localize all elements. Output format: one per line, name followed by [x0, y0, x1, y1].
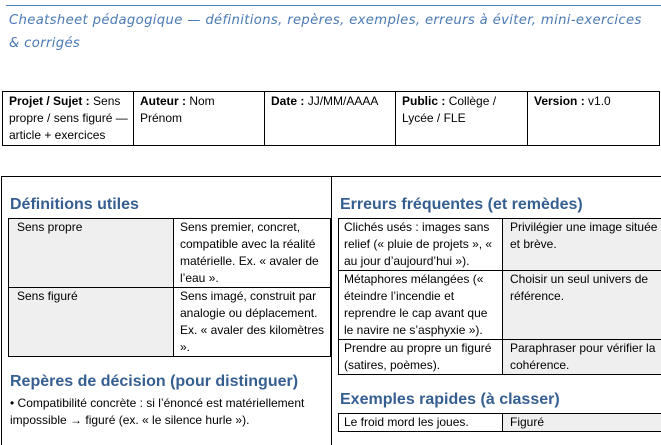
- term-cell: Sens figuré: [9, 288, 174, 357]
- meta-value: Sens propre / sens figuré — article + exercices: [9, 94, 128, 142]
- table-row: [339, 414, 661, 432]
- meta-label: Auteur :: [140, 94, 186, 108]
- erreurs-table: [338, 218, 661, 375]
- left-column: [2, 177, 332, 445]
- title-rule: [6, 5, 661, 6]
- erreurs-heading: Erreurs fréquentes (et remèdes): [340, 196, 583, 213]
- meta-cell-date: [265, 92, 396, 146]
- meta-label: Date :: [271, 94, 305, 108]
- meta-label: Projet / Sujet :: [9, 94, 90, 108]
- meta-value: v1.0: [588, 94, 611, 108]
- meta-cell-author: [134, 92, 265, 146]
- repere-bullet: • Compatibilité concrète : si l’énoncé est matériellement impossible → figuré (ex. « le silence hurle »).: [10, 396, 305, 427]
- term-cell: Sens propre: [9, 219, 174, 288]
- error-cell: Métaphores mélangées (« éteindre l’incendie et reprendre le cap avant que le navire ne s’asphyxie »).: [339, 271, 503, 340]
- meta-label: Public :: [402, 94, 446, 108]
- meta-label: Version :: [534, 94, 585, 108]
- exemples-heading: Exemples rapides (à classer): [340, 391, 560, 408]
- table-row: [9, 288, 331, 357]
- right-column: [332, 177, 661, 445]
- exemples-table: [338, 413, 661, 432]
- reperes-heading: Repères de décision (pour distinguer): [10, 373, 299, 390]
- meta-value: Nom Prénom: [140, 94, 215, 125]
- answer-cell: Figuré: [503, 414, 661, 432]
- two-column-layout: [1, 176, 661, 445]
- document-title: Cheatsheet pédagogique — définitions, repères, exemples, erreurs à éviter, mini-exercices & corrigés: [9, 13, 642, 51]
- definitions-table: [8, 218, 331, 357]
- table-row: [9, 219, 331, 288]
- example-cell: Le froid mord les joues.: [339, 414, 503, 432]
- table-row: [339, 219, 661, 271]
- remedy-cell: Paraphraser pour vérifier la cohérence.: [503, 340, 661, 375]
- table-row: [339, 271, 661, 340]
- meta-cell-public: [396, 92, 528, 146]
- definition-cell: Sens premier, concret, compatible avec la réalité matérielle. Ex. « avaler de l’eau ».: [174, 219, 331, 288]
- meta-cell-project: [3, 92, 134, 146]
- error-cell: Clichés usés : images sans relief (« pluie de projets », « au jour d’aujourd’hui »).: [339, 219, 503, 271]
- definition-cell: Sens imagé, construit par analogie ou déplacement. Ex. « avaler des kilomètres ».: [174, 288, 331, 357]
- meta-value: JJ/MM/AAAA: [307, 94, 379, 108]
- table-row: [339, 340, 661, 375]
- remedy-cell: Privilégier une image située et brève.: [503, 219, 661, 271]
- remedy-cell: Choisir un seul univers de référence.: [503, 271, 661, 340]
- meta-cell-version: [528, 92, 660, 146]
- definitions-heading: Définitions utiles: [10, 196, 139, 213]
- metadata-row: [3, 92, 660, 146]
- metadata-table: [2, 91, 660, 146]
- meta-value: Collège / Lycée / FLE: [402, 94, 497, 125]
- error-cell: Prendre au propre un figuré (satires, poèmes).: [339, 340, 503, 375]
